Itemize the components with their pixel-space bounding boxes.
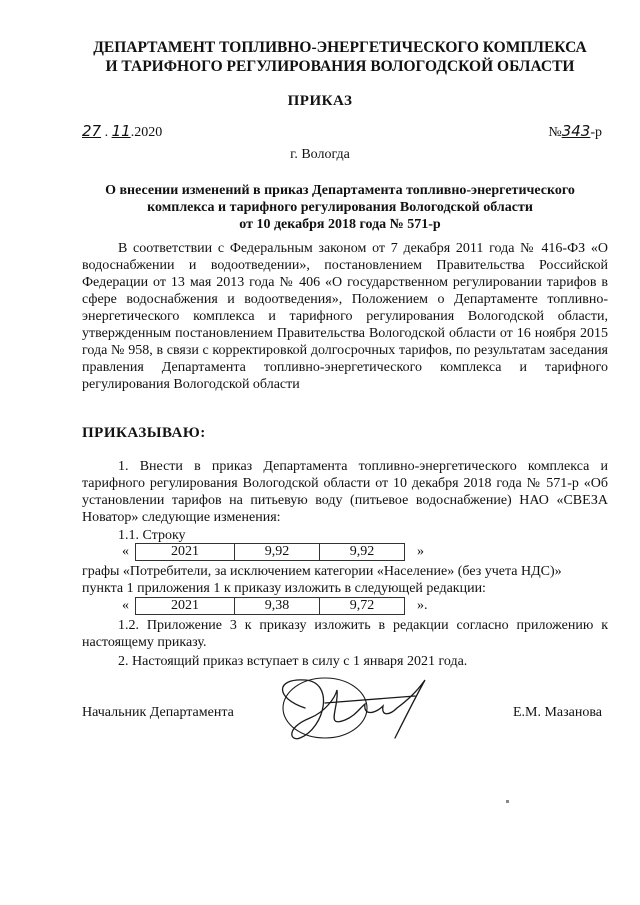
item-2-text: 2. Настоящий приказ вступает в силу с 1 января 2021 года. [118, 654, 468, 669]
new-year-cell: 2021 [136, 598, 235, 615]
old-tariff-table [135, 543, 405, 561]
new-value-2-cell: 9,72 [320, 598, 405, 615]
scan-dot [506, 800, 509, 803]
order-word: ПРИКАЗЫВАЮ: [82, 425, 206, 441]
signer-name: Е.М. Мазанова [512, 705, 602, 720]
number-prefix: № [548, 125, 562, 140]
document-type: ПРИКАЗ [287, 93, 353, 109]
new-row-open-quote: « [122, 598, 129, 613]
table-row [136, 544, 405, 561]
new-tariff-table [135, 597, 405, 615]
date-month: 11 [111, 122, 131, 140]
date-day: 27 [82, 122, 102, 140]
new-row-close-quote: ». [417, 598, 428, 613]
new-value-1-cell: 9,38 [235, 598, 320, 615]
preamble-text: В соответствии с Федеральным законом от 7 декабря 2011 года № 416-ФЗ «О водоснабжении и водоотведении», постановлением Правительства Российской Федерации от 13 мая 2013 года № 406 «О государственном регулировании тарифов в сфере водоснабжения и водоотведения», Положением о Департаменте топливно-энергетического комплекса и тарифного регулирования Вологодской области, утвержденным постановлением Правительства Вологодской области от 16 ноября 2015 года № 958, в связи с корректировкой долгосрочных тарифов, по результатам заседания правления Департамента топливно-энергетического комплекса и тарифного регулирования Вологодской области [82, 241, 608, 392]
item-1-paragraph [82, 458, 608, 526]
old-row [122, 543, 424, 561]
old-value-2-cell: 9,92 [320, 544, 405, 561]
date-year: .2020 [130, 125, 163, 140]
order-date: 27 . 11.2020 [82, 122, 163, 140]
graph-text-line-2: пункта 1 приложения 1 к приказу изложить в следующей редакции: [82, 581, 486, 596]
item-1-1-label: 1.1. Строку [118, 528, 186, 543]
header-line-1: ДЕПАРТАМЕНТ ТОПЛИВНО-ЭНЕРГЕТИЧЕСКОГО КОМПЛЕКСА [93, 39, 587, 56]
table-row [136, 598, 405, 615]
graph-text-block [82, 563, 608, 597]
number-value: 343 [561, 122, 591, 140]
department-header [60, 38, 620, 76]
header-line-2: И ТАРИФНОГО РЕГУЛИРОВАНИЯ ВОЛОГОДСКОЙ ОБЛАСТИ [105, 58, 575, 75]
order-number [548, 122, 602, 141]
old-row-open-quote: « [122, 544, 129, 559]
new-row [122, 597, 428, 615]
number-suffix: -р [590, 125, 602, 140]
item-1-2-text: 1.2. Приложение 3 к приказу изложить в редакции согласно приложению к настоящему приказу. [82, 618, 608, 650]
subject-line-3: от 10 декабря 2018 года № 571-р [239, 217, 441, 232]
signer-title: Начальник Департамента [82, 705, 234, 720]
old-row-close-quote: » [417, 544, 424, 559]
graph-text-line-1: графы «Потребители, за исключением категории «Население» (без учета НДС)» [82, 564, 562, 579]
signature-icon [265, 668, 455, 748]
order-subject [70, 182, 610, 233]
old-value-1-cell: 9,92 [235, 544, 320, 561]
city: г. Вологда [290, 147, 350, 162]
preamble-paragraph [82, 240, 608, 393]
subject-line-2: комплекса и тарифного регулирования Вологодской области [147, 200, 533, 215]
old-year-cell: 2021 [136, 544, 235, 561]
item-1-2-paragraph [82, 617, 608, 651]
subject-line-1: О внесении изменений в приказ Департамента топливно-энергетического [105, 183, 575, 198]
item-1-text: 1. Внести в приказ Департамента топливно-энергетического комплекса и тарифного регулирования Вологодской области от 10 декабря 2018 года № 571-р «Об установлении тарифов на питьевую воду (питьевое водоснабжение) НАО «СВЕЗА Новатор» следующие изменения: [82, 459, 608, 525]
